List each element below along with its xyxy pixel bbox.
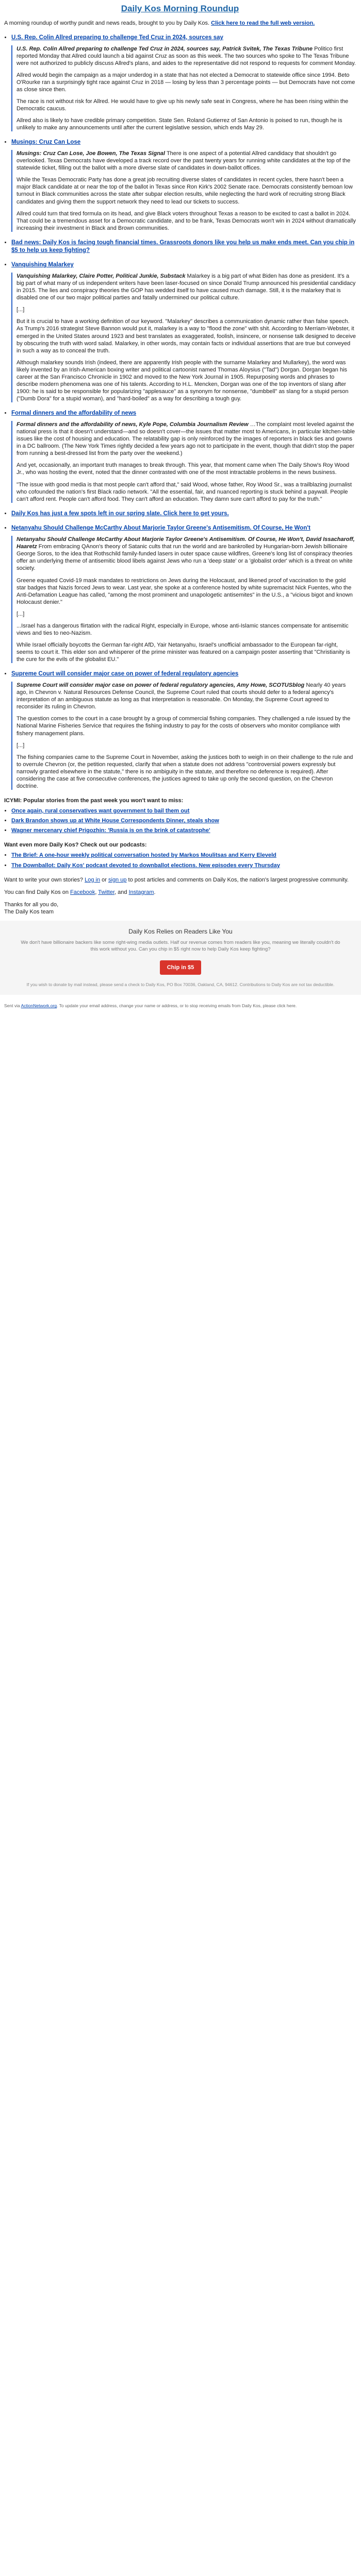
chip-in-button[interactable]: Chip in $5 (160, 960, 202, 975)
podcast-item-link[interactable]: The Downballot: Daily Kos' podcast devoted to downballot elections. New episodes every Thursday (11, 862, 280, 869)
signoff (4, 876, 356, 916)
donation-box (0, 921, 361, 995)
story-item (11, 239, 356, 254)
instagram-link[interactable]: Instagram (128, 889, 154, 895)
twitter-link[interactable]: Twitter (98, 889, 115, 895)
excerpt-source: Netanyahu Should Challenge McCarthy About Marjorie Taylor Greene's Antisemitism. Of Course, He Won't, David Issacharoff, Haaretz (17, 536, 355, 550)
excerpt-paragraph: The race is not without risk for Allred. He would have to give up his newly safe seat in Congress, where he has been rising within the Democratic caucus. (17, 98, 349, 112)
icymi-item (11, 817, 356, 824)
story-headline-link[interactable]: Daily Kos has just a few spots left in our spring slate. Click here to get yours. (11, 510, 229, 517)
story-headline-link[interactable]: U.S. Rep. Colin Allred preparing to challenge Ted Cruz in 2024, sources say (11, 34, 223, 41)
excerpt-lead (17, 45, 356, 67)
excerpt-text: Politico first reported Monday that Allred could launch a bid against Cruz as soon as this week. The two sources who spoke to The Texas Tribune were not authorized to publicly discuss Allred's plans, and aides to the representative did not respond to requests for comment Monday. (17, 45, 356, 66)
icymi-item-link[interactable]: Once again, rural conservatives want government to bail them out (11, 808, 190, 815)
story-headline-link[interactable]: Formal dinners and the affordability of news (11, 410, 137, 417)
excerpt-text: From embracing QAnon's theory of Satanic cults that run the world and are bankrolled by Hungarian-born Jewish billionaire George Soros, to the idea that Rothschild family-funded lasers in outer space cause wildfires, Greene's long list of conspiracy theories offer an underlying theme of antisemitic blood libels against Jews who run a 'deep state' or a 'globalist order' which is a threat on white society. (17, 544, 353, 572)
donation-heading: Daily Kos Relies on Readers Like You (128, 927, 233, 935)
story-item (11, 261, 356, 402)
newsletter-title[interactable]: Daily Kos Morning Roundup (121, 4, 239, 13)
excerpt-paragraph: And yet, occasionally, an important truth manages to break through. This year, that moment came when The Daily Show's Roy Wood Jr., who was hosting the event, noted that the dinner contrasted with one of the most intractable problems in the news business. (17, 462, 350, 476)
story-excerpt (11, 536, 356, 663)
full-web-version-link[interactable]: Click here to read the full web version. (211, 20, 315, 26)
story-list (4, 34, 356, 790)
intro (4, 20, 356, 27)
podcast-item (11, 852, 356, 859)
excerpt-paragraph: Allred would begin the campaign as a major underdog in a state that has not elected a Democrat to statewide office since 1994. Beto O'Rourke ran a surprisingly tight race against Cruz in 2018 — losing by less than 3 percentage points — but Democrats have not come as close since then. (17, 72, 355, 93)
excerpt-paragraph: Greene equated Covid-19 mask mandates to restrictions on Jews during the Holocaust, and likened proof of vaccination to the gold star badges that Nazis forced Jews to wear. Last year, she spoke at a conference hosted by white supremacist Nick Fuentes, who the Anti-Defamation League has called, "among the most prominent and unapologetic antisemites" in the U.S., a "vicious bigot and known Holocaust denier." (17, 577, 353, 605)
icymi-heading: ICYMI: Popular stories from the past week you won't want to miss: (4, 798, 184, 804)
excerpt-paragraph: But it is crucial to have a working definition of our keyword. "Malarkey" describes a communication dynamic rather than false speech. As Trump's 2016 strategist Steve Bannon would put it, malarkey is a way to "flood the zone" with shit. According to Merriam-Webster, it emerged in the United States around 1923 and best translates as exaggerated, foolish, insincere, or nonsense talk designed to deceive by obscuring the truth with word salad. Malarkey, in other words, may contain facts or individual assertions that are true but conveyed in such a way as to conceal the truth. (17, 318, 356, 354)
social-text: You can find Daily Kos on Facebook, Twitter, and Instagram. (4, 889, 156, 895)
excerpt-paragraph: Allred also is likely to have credible primary competition. State Sen. Roland Gutierrez of San Antonio is poised to run, though he is unlikely to make any announcements until after the current legislative session, which ends May 29. (17, 117, 342, 131)
team-name: The Daily Kos team (4, 908, 54, 915)
story-excerpt (11, 45, 356, 132)
story-item (11, 410, 356, 503)
story-headline-link[interactable]: Supreme Court will consider major case on power of federal regulatory agencies (11, 671, 239, 677)
excerpt-source: Formal dinners and the affordability of news, Kyle Pope, Columbia Journalism Review (17, 421, 249, 428)
excerpt-paragraph: Allred could turn that tired formula on its head, and give Black voters throughout Texas a reason to be excited to cast a ballot in 2024. That could be a tremendous asset for a Democratic candidate, and to be frank, Texas Democrats won't win in 2024 without dramatically increasing their investment in Black and Brown communities. (17, 210, 356, 231)
excerpt-lead (17, 421, 356, 457)
excerpt-text: …The complaint most leveled against the national press is that it doesn't understand—and so doesn't cover—the issues that matter most to Americans, in particular kitchen-table issues like the cost of housing and education. The relatability gap is only reinforced by the images of reporters in black ties and gowns in a DC ballroom. (The New York Times rightly decided a few years ago not to participate in the event, though that didn't stop the paper from running a best-dressed list from the party over the weekend.) (17, 421, 355, 457)
story-item (11, 34, 356, 132)
story-item (11, 510, 356, 518)
excerpt-paragraph: While Israel officially boycotts the German far-right AfD, Yair Netanyahu, Israel's unofficial ambassador to the European far-right, seems to court it. This elder son and whisperer of the prime minister was featured on a campaign poster asserting that "Christianity is the cure for the evils of the globalist EU." (17, 642, 350, 663)
excerpt-source: U.S. Rep. Colin Allred preparing to challenge Ted Cruz in 2024, sources say, Patrick Svitek, The Texas Tribune (17, 45, 313, 52)
excerpt-ellipsis: [...] (17, 307, 25, 313)
icymi-list (4, 807, 356, 834)
excerpt-lead (17, 682, 356, 710)
story-excerpt (11, 150, 356, 232)
thanks-text: Thanks for all you do, The Daily Kos team (4, 901, 59, 915)
podcast-list (4, 852, 356, 869)
story-excerpt (11, 273, 356, 402)
icymi-item (11, 807, 356, 815)
actionnetwork-link[interactable]: ActionNetwork.org (21, 1003, 57, 1009)
excerpt-paragraph: While the Texas Democratic Party has done a great job recruiting diverse slates of candidates in recent cycles, there hasn't been a major Black candidate at or near the top of the ballot in Texas since Ron Kirk's 2002 Senate race. Democrats consistently bemoan low turnout in Black communities across the state after subpar election results, while neglecting the hard work of recruiting strong Black candidates and giving them the support network they need to lead our tickets to success. (17, 177, 353, 205)
legal-footer: Sent via ActionNetwork.org. To update your email address, change your name or address, or to stop receiving emails from Daily Kos, please click here. (4, 1003, 297, 1009)
excerpt-lead (17, 150, 356, 172)
excerpt-paragraph: "The issue with good media is that most people can't afford that," said Wood, whose father, Roy Wood Sr., was a trailblazing journalist who cofounded the nation's first Black radio network. "All the essential, fair, and nuanced reporting is stuck behind a paywall. People can't afford rent. People can't afford food. They can't afford an education. They damn sure can't afford to pay for the truth." (17, 481, 352, 502)
excerpt-lead (17, 273, 356, 301)
icymi-item (11, 827, 356, 834)
donation-blurb: We don't have billionaire backers like some right-wing media outlets. Half our revenue comes from readers like you, meaning we literally couldn't do this work without you. Can you chip in $5 right now to help Daily Kos keep fighting? (21, 940, 340, 953)
story-excerpt (11, 421, 356, 503)
excerpt-lead (17, 536, 356, 572)
icymi-item-link[interactable]: Wagner mercenary chief Prigozhin: 'Russia is on the brink of catastrophe' (11, 827, 210, 834)
mail-donation-text: If you wish to donate by mail instead, please send a check to Daily Kos, PO Box 70036, Oakland, CA, 94612. Contributions to Daily Kos are not tax deductible. (26, 982, 335, 987)
excerpt-source: Vanquishing Malarkey, Claire Potter, Political Junkie, Substack (17, 273, 186, 279)
story-item (11, 524, 356, 663)
newsletter-body (0, 3, 361, 916)
facebook-link[interactable]: Facebook (70, 889, 95, 895)
story-item (11, 670, 356, 790)
excerpt-paragraph: ...Israel has a dangerous flirtation with the radical Right, especially in Europe, whose anti-Islamic stances compensate for antisemitic views and ties to neo-Nazism. (17, 622, 349, 637)
podcast-item-link[interactable]: The Brief: A one-hour weekly political conversation hosted by Markos Moulitsas and Kerry Eleveld (11, 852, 276, 859)
excerpt-paragraph: The fishing companies came to the Supreme Court in November, asking the justices both to weigh in on their challenge to the rule and to overrule Chevron (or, the petition requested, clarify that when a statute does not address "controversial powers expressly but narrowly granted elsewhere in the statute," there is no ambiguity in the statute, and therefore no deference is required). After considering the case at five consecutive conferences, the justices agreed to take up only the second question, on the Chevron doctrine. (17, 754, 353, 789)
excerpt-paragraph: The question comes to the court in a case brought by a group of commercial fishing companies. They challenged a rule issued by the National Marine Fisheries Service that requires the fishing industry to pay for the costs of observers who monitor compliance with fishery management plans. (17, 716, 351, 737)
excerpt-source: Supreme Court will consider major case on power of federal regulatory agencies, Amy Howe, SCOTUSblog (17, 682, 305, 689)
story-headline-link[interactable]: Musings: Cruz Can Lose (11, 139, 81, 146)
story-excerpt (11, 682, 356, 790)
login-link[interactable]: Log in (85, 876, 101, 883)
story-headline-link[interactable]: Netanyahu Should Challenge McCarthy About Marjorie Taylor Greene's Antisemitism. Of Course, He Won't (11, 525, 310, 532)
excerpt-ellipsis: [...] (17, 742, 25, 749)
excerpt-source: Musings: Cruz Can Lose, Joe Bowen, The Texas Signal (17, 150, 166, 157)
excerpt-text: Nearly 40 years ago, in Chevron v. Natural Resources Defense Council, the Supreme Court ruled that courts should defer to a federal agency's interpretation of an ambiguous statute as long as that interpretation is reasonable. On Monday, the Supreme Court agreed to reconsider its ruling in Chevron. (17, 682, 346, 710)
icymi-item-link[interactable]: Dark Brandon shows up at White House Correspondents Dinner, steals show (11, 818, 219, 824)
podcast-item (11, 862, 356, 869)
excerpt-text: There is one aspect of a potential Allred candidacy that shouldn't go overlooked. Texas Democrats have developed a track record over the past twenty years for running white candidates at the top of the statewide ticket, filling out the ballot with a more diverse slate of candidates in down-ballot offices. (17, 150, 351, 172)
write-stories-text: Want to write your own stories? Log in or sign up to post articles and comments on Daily Kos, the nation's largest progressive community. (4, 876, 349, 883)
intro-text: A morning roundup of worthy pundit and news reads, brought to you by Daily Kos. (4, 20, 210, 26)
story-headline-link[interactable]: Bad news: Daily Kos is facing tough financial times. Grassroots donors like you help us make ends meet. Can you chip in $5 to help us keep fighting? (11, 239, 355, 253)
excerpt-paragraph: Although malarkey sounds Irish (indeed, there are apparently Irish people with the surname Malarkey and Mullarkey), the word was likely invented by an Irish-American boxing writer and political cartoonist named Thomas Aloysius ("Tad") Dorgan. Dorgan began his career at the San Francisco Chronicle in 1902 and moved to the New York Journal in 1905. Repurposing words and phrases to describe modern phenomena was one of his talents. According to H.L. Mencken, Dorgan was one of the top inventors of slang after 1900: he is said to be responsible for popularizing "applesauce" as a synonym for nonsense, "dumbbell" as slang for a stupid person ("Dumb Dora" for a stupid woman), and "hard-boiled" as a way for describing a tough guy. (17, 359, 349, 402)
signup-link[interactable]: sign up (108, 876, 127, 883)
story-item (11, 139, 356, 232)
excerpt-text: Malarkey is a big part of what Biden has done as president. It's a big part of what many of us independent writers have been laser-focused on since Donald Trump announced his presidential candidacy in 2015. The lies and conspiracy theories the GOP has wedded itself to have caused much damage. Still, it is the malarkey that is disabled one of our two major political parties and fatally undermined our political culture. (17, 273, 356, 301)
story-headline-link[interactable]: Vanquishing Malarkey (11, 262, 74, 268)
excerpt-ellipsis: [...] (17, 611, 25, 617)
podcasts-heading: Want even more Daily Kos? Check out our podcasts: (4, 842, 147, 849)
